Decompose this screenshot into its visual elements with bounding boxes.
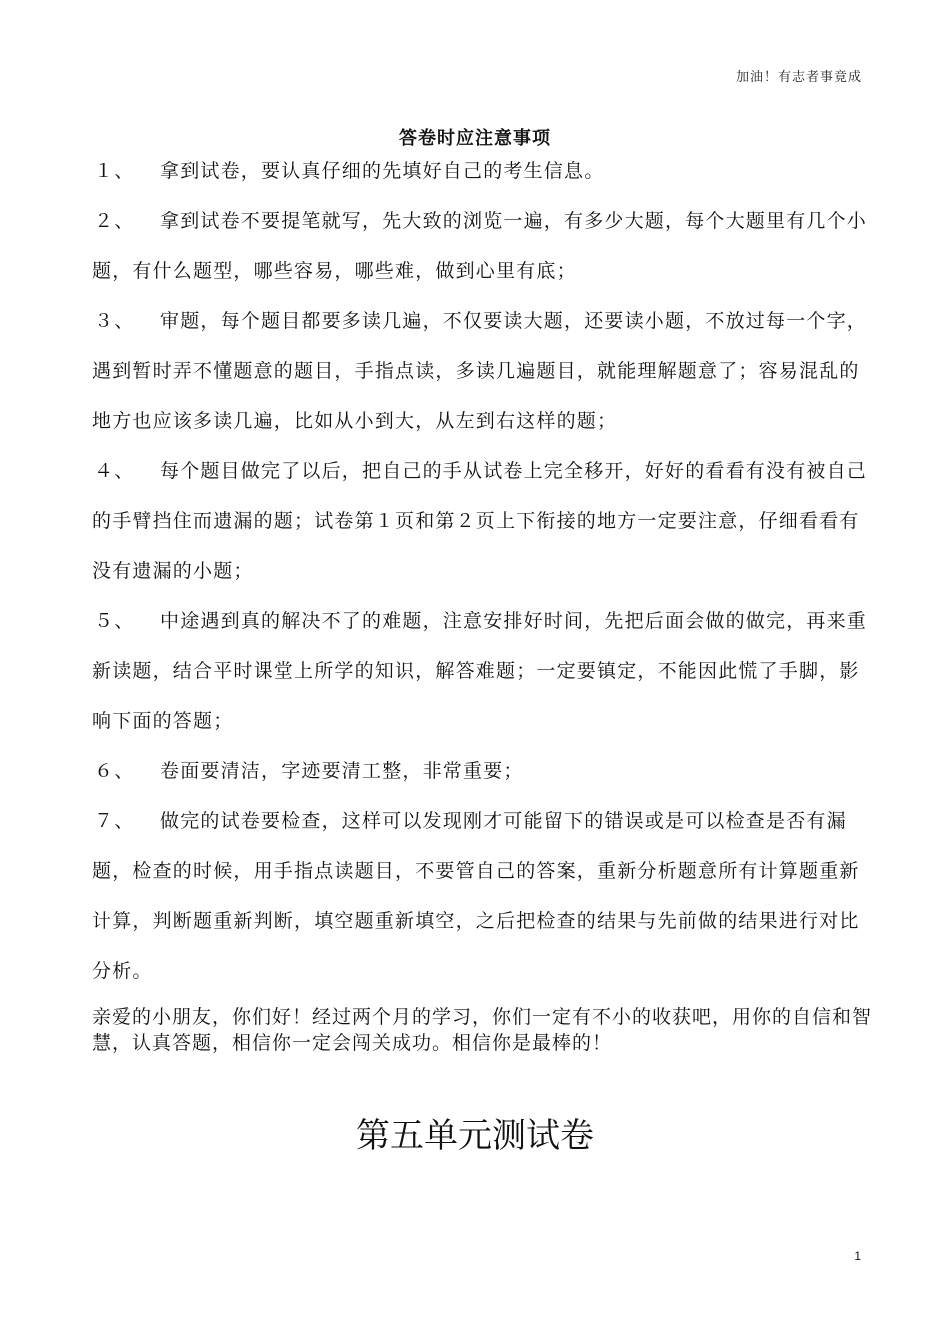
notice-item-3 (92, 296, 872, 446)
item-number: ３、 (94, 310, 135, 332)
item-text: 拿到试卷，要认真仔细的先填好自己的考生信息。 (160, 160, 605, 182)
item-number: ６、 (94, 760, 135, 782)
notice-item-1 (92, 146, 872, 196)
page-number: 1 (854, 1249, 861, 1263)
item-text: 审题，每个题目都要多读几遍，不仅要读大题，还要读小题，不放过每一个字，遇到暂时弄不懂题意的题目，手指点读，多读几遍题目，就能理解题意了；容易混乱的地方也应该多读几遍，比如从小到大，从左到右这样的题； (92, 310, 868, 432)
item-text: 做完的试卷要检查，这样可以发现刚才可能留下的错误或是可以检查是否有漏题，检查的时候，用手指点读题目，不要管自己的答案，重新分析题意所有计算题重新计算，判断题重新判断，填空题重新填空，之后把检查的结果与先前做的结果进行对比分析。 (92, 810, 860, 982)
item-number: ４、 (94, 460, 135, 482)
item-text: 拿到试卷不要提笔就写，先大致的浏览一遍，有多少大题，每个大题里有几个小题，有什么题型，哪些容易，哪些难，做到心里有底； (92, 210, 868, 282)
item-number: ２、 (94, 210, 135, 232)
item-text: 中途遇到真的解决不了的难题，注意安排好时间，先把后面会做的做完，再来重新读题，结合平时课堂上所学的知识，解答难题；一定要镇定，不能因此慌了手脚，影响下面的答题； (92, 610, 868, 732)
item-number: ７、 (94, 810, 135, 832)
notice-item-5 (92, 596, 872, 746)
item-text: 每个题目做完了以后，把自己的手从试卷上完全移开，好好的看看有没有被自己的手臂挡住而遗漏的题；试卷第１页和第２页上下衔接的地方一定要注意，仔细看看有没有遗漏的小题； (92, 460, 868, 582)
notice-item-2 (92, 196, 872, 296)
item-text: 卷面要清洁，字迹要清工整，非常重要； (160, 760, 524, 782)
notice-title: 答卷时应注意事项 (399, 128, 551, 149)
notice-item-6 (92, 746, 872, 796)
notice-item-7 (92, 796, 872, 996)
notice-list (92, 146, 872, 996)
item-number: ５、 (94, 610, 135, 632)
notice-item-4 (92, 446, 872, 596)
unit-title: 第五单元测试卷 (356, 1116, 594, 1156)
intro-paragraph: 亲爱的小朋友，你们好！经过两个月的学习，你们一定有不小的收获吧，用你的自信和智慧，认真答题，相信你一定会闯关成功。相信你是最棒的！ (92, 1006, 873, 1054)
item-number: １、 (94, 160, 135, 182)
header-motto: 加油！有志者事竟成 (735, 70, 862, 85)
